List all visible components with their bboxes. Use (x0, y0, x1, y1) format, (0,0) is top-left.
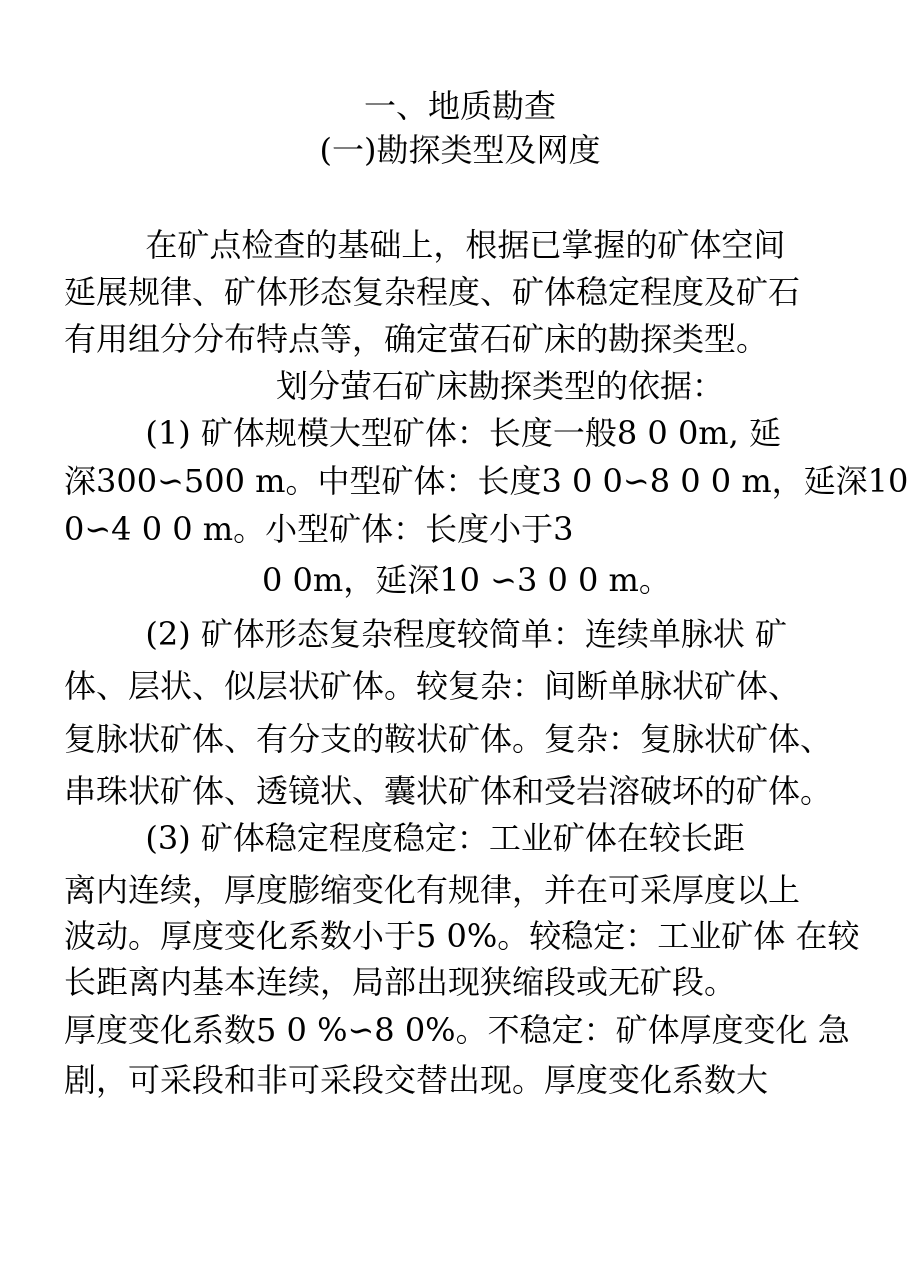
paragraph-line: 剧，可采段和非可采段交替出现。厚度变化系数大 (64, 1061, 769, 1099)
paragraph-line: (2) 矿体形态复杂程度较简单：连续单脉状 矿 (64, 615, 788, 653)
paragraph-line: 复脉状矿体、有分支的鞍状矿体。复杂：复脉状矿体、 (64, 720, 833, 758)
paragraph-line: (3) 矿体稳定程度稳定：工业矿体在较长距 (64, 819, 745, 857)
document-subtitle: (一)勘探类型及网度 (319, 131, 601, 169)
paragraph-line: (1) 矿体规模大型矿体：长度一般8 0 0m, 延 (64, 414, 781, 452)
paragraph-line: 深300∽500 m。中型矿体：长度3 0 0∽8 0 0 m，延深10 (64, 462, 909, 500)
paragraph-line: 延展规律、矿体形态复杂程度、矿体稳定程度及矿石 (64, 273, 801, 311)
paragraph-line: 厚度变化系数5 0 %∽8 0%。不稳定：矿体厚度变化 急 (64, 1011, 850, 1049)
paragraph-line: 长距离内基本连续，局部出现狭缩段或无矿段。 (64, 963, 737, 1001)
paragraph-line: 划分萤石矿床勘探类型的依据： (276, 367, 725, 405)
paragraph-line: 波动。厚度变化系数小于5 0%。较稳定：工业矿体 在较 (64, 917, 860, 955)
paragraph-line: 0 0m，延深10 ∽3 0 0 m。 (262, 561, 671, 599)
paragraph-line: 离内连续，厚度膨缩变化有规律，并在可采厚度以上 (64, 871, 801, 909)
paragraph-line: 0∽4 0 0 m。小型矿体：长度小于3 (64, 510, 574, 548)
paragraph-line: 有用组分分布特点等，确定萤石矿床的勘探类型。 (64, 320, 769, 358)
document-title: 一、地质勘查 (363, 87, 556, 125)
paragraph-line: 串珠状矿体、透镜状、囊状矿体和受岩溶破坏的矿体。 (64, 772, 833, 810)
paragraph-line: 在矿点检查的基础上，根据已掌握的矿体空间 (64, 226, 786, 264)
paragraph-line: 体、层状、似层状矿体。较复杂：间断单脉状矿体、 (64, 667, 801, 705)
